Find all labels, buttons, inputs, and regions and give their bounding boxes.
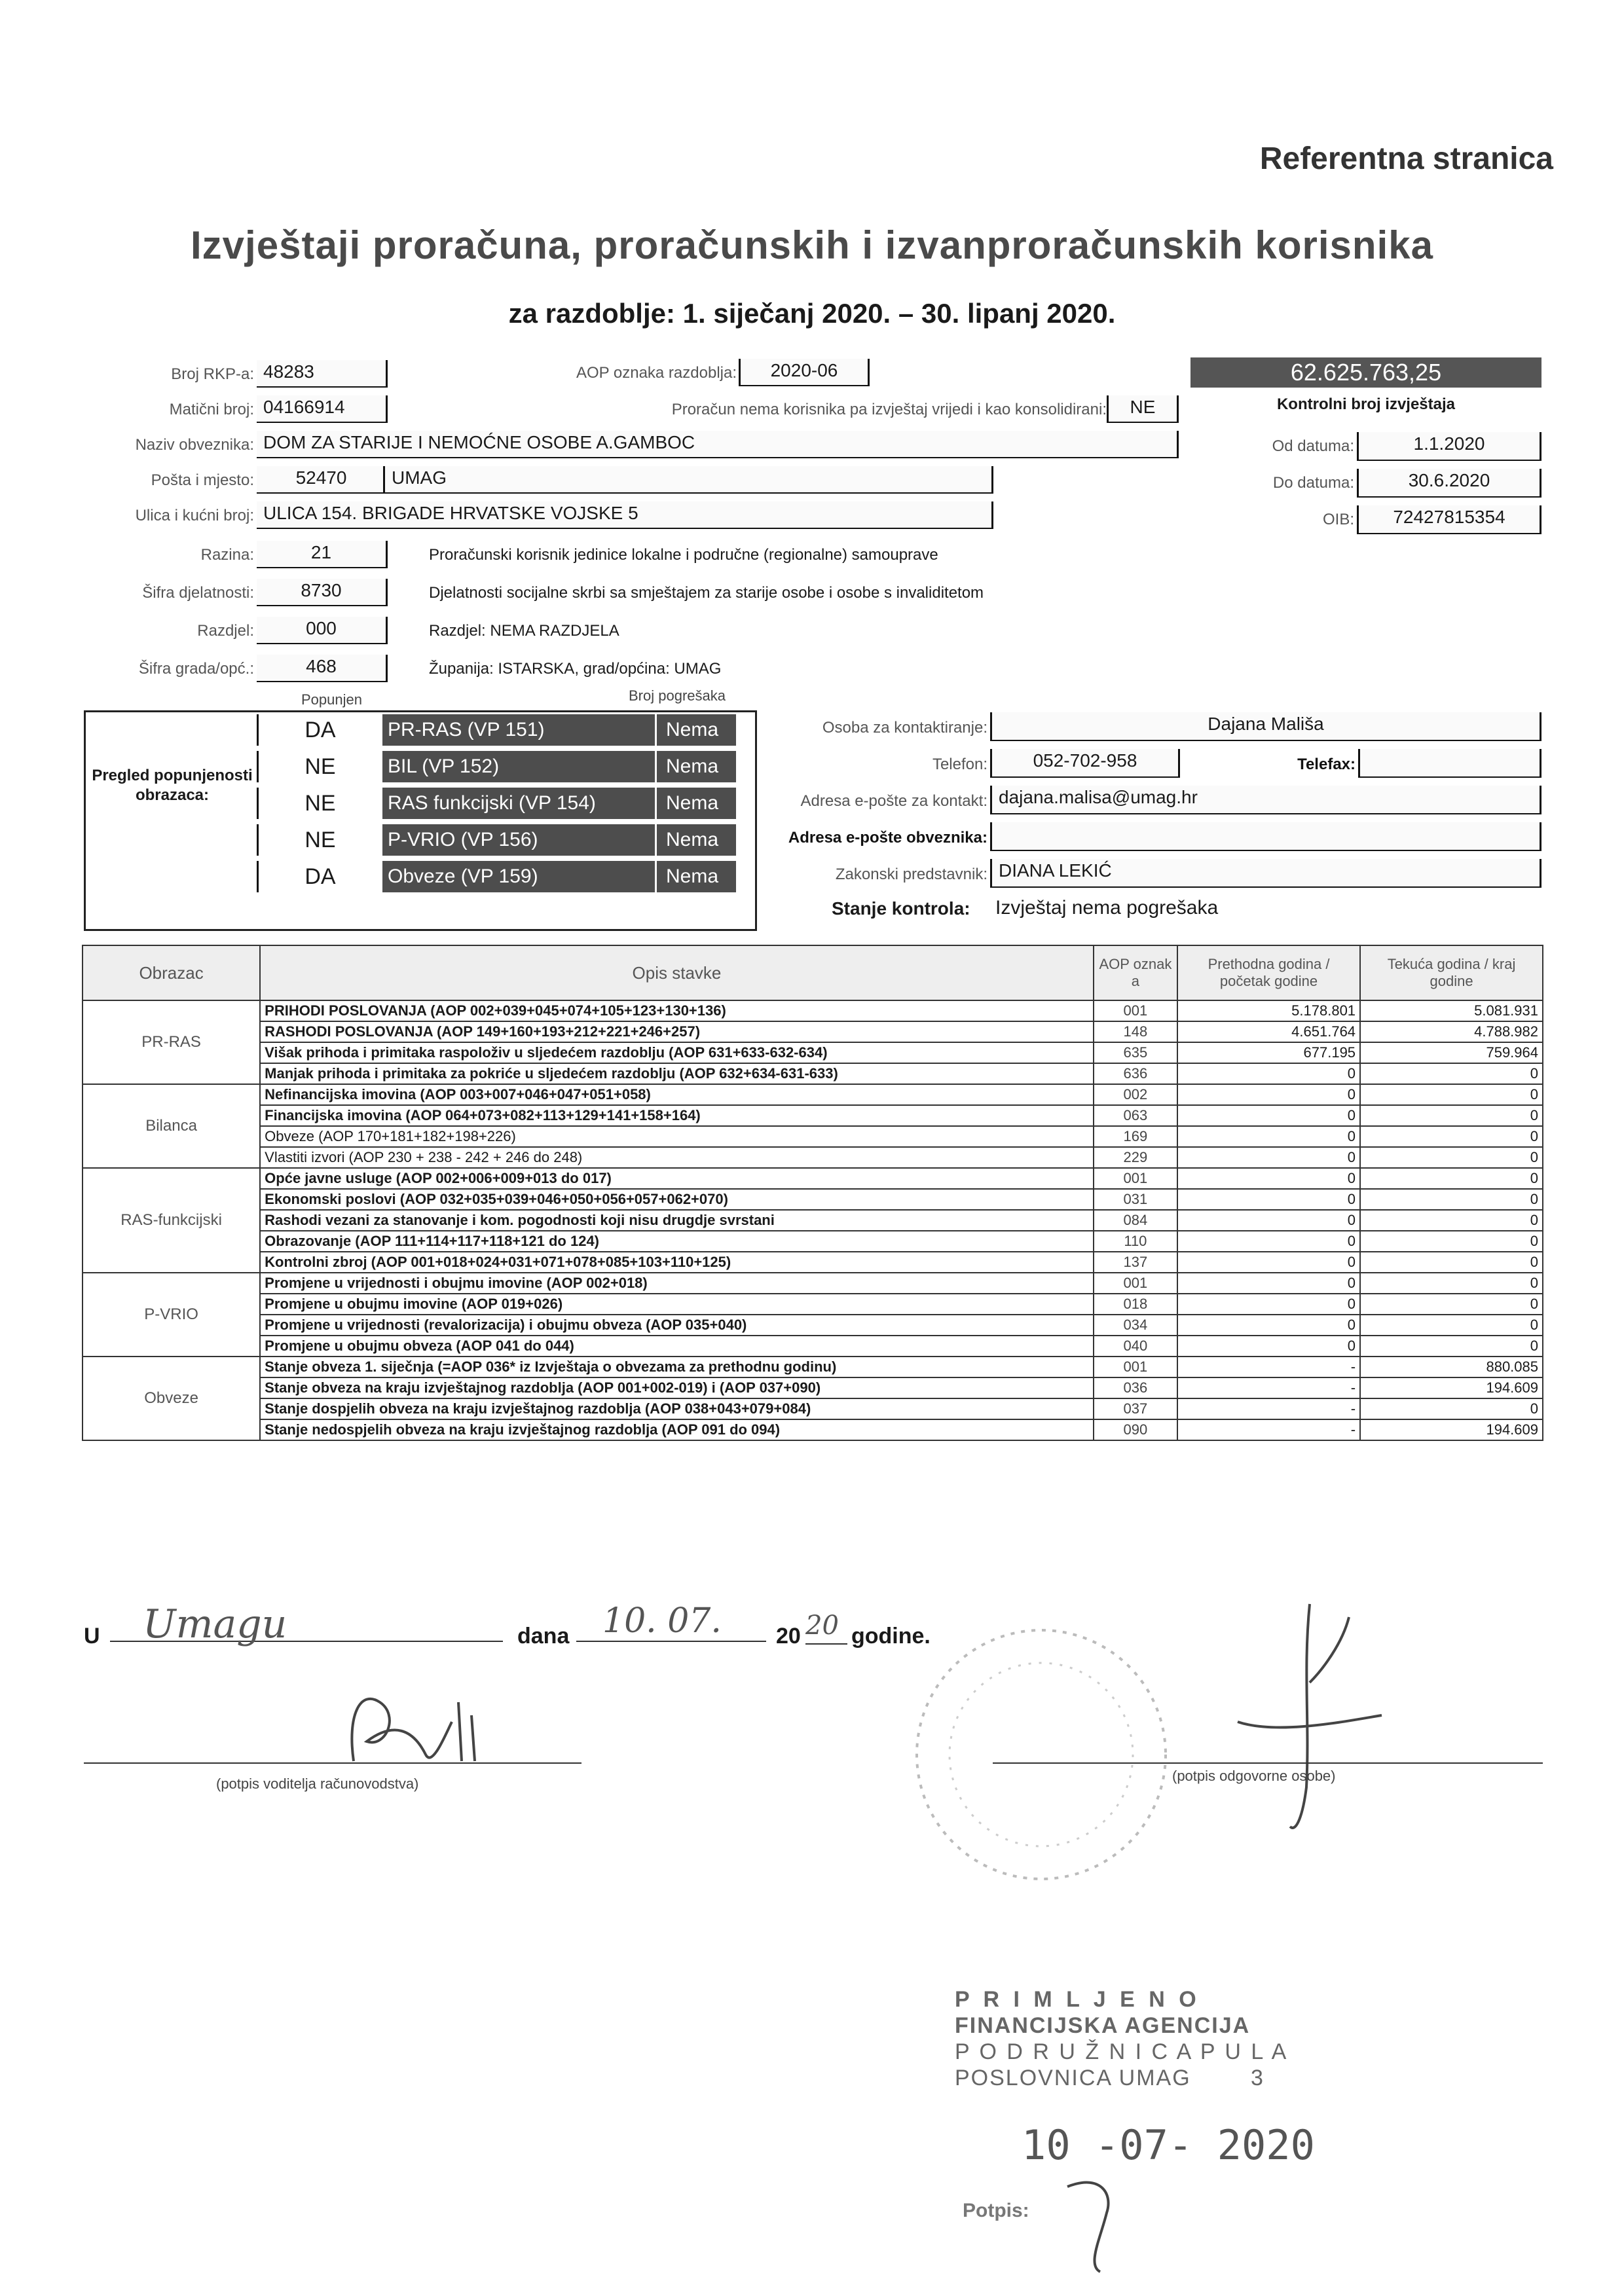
row-aop: 063 xyxy=(1094,1105,1177,1126)
header-obrazac: Obrazac xyxy=(83,945,260,1000)
razina-label: Razina: xyxy=(200,546,254,564)
row-desc: Ekonomski poslovi (AOP 032+035+039+046+050+056+057+062+070) xyxy=(260,1189,1094,1210)
row-prev: 0 xyxy=(1177,1294,1360,1315)
table-row xyxy=(83,1252,1543,1273)
row-prev: 0 xyxy=(1177,1273,1360,1294)
table-row xyxy=(83,1000,1543,1021)
row-prev: 0 xyxy=(1177,1189,1360,1210)
table-row xyxy=(83,1147,1543,1168)
row-aop: 001 xyxy=(1094,1273,1177,1294)
row-desc: Višak prihoda i primitaka raspoloživ u sljedećem razdoblju (AOP 631+633-632-634) xyxy=(260,1042,1094,1063)
table-row xyxy=(83,1398,1543,1419)
header-prethodna: Prethodna godina / početak godine xyxy=(1177,945,1360,1000)
oib-field[interactable]: 72427815354 xyxy=(1357,505,1541,534)
stamp-line-3: P O D R U Ž N I C A P U L A xyxy=(955,2039,1289,2064)
section-bilanca: Bilanca xyxy=(83,1084,260,1168)
header-tekuca: Tekuća godina / kraj godine xyxy=(1360,945,1543,1000)
row-desc: RASHODI POSLOVANJA (AOP 149+160+193+212+221+246+257) xyxy=(260,1021,1094,1042)
table-row xyxy=(83,1210,1543,1231)
reference-page-label: Referentna stranica xyxy=(1259,141,1553,176)
place-field[interactable] xyxy=(110,1601,503,1647)
row-desc: Obveze (AOP 170+181+182+198+226) xyxy=(260,1126,1094,1147)
row-aop: 036 xyxy=(1094,1377,1177,1398)
stanje-kontrola-label: Stanje kontrola: xyxy=(832,898,970,919)
ulica-label: Ulica i kućni broj: xyxy=(135,507,254,524)
row-curr: 0 xyxy=(1360,1210,1543,1231)
row-curr: 0 xyxy=(1360,1126,1543,1147)
row-desc: Promjene u obujmu imovine (AOP 019+026) xyxy=(260,1294,1094,1315)
sifra-grada-field[interactable]: 468 xyxy=(257,655,388,682)
form-name: BIL (VP 152) xyxy=(388,756,500,777)
dana-label: dana xyxy=(517,1624,570,1649)
accountant-signature-caption: (potpis voditelja računovodstva) xyxy=(216,1776,419,1792)
data-table xyxy=(82,945,1543,1441)
ulica-field[interactable]: ULICA 154. BRIGADE HRVATSKE VOJSKE 5 xyxy=(257,501,993,529)
row-curr: 0 xyxy=(1360,1273,1543,1294)
round-seal xyxy=(904,1617,1179,1892)
row-aop: 635 xyxy=(1094,1042,1177,1063)
year-handwritten: 20 xyxy=(805,1611,839,1641)
mjesto-field[interactable]: UMAG xyxy=(383,466,993,494)
row-prev: - xyxy=(1177,1419,1360,1440)
pregled-popunjenosti-label: Pregled popunjenosti obrazaca: xyxy=(92,767,253,804)
table-row xyxy=(83,1021,1543,1042)
naziv-obveznika-field[interactable]: DOM ZA STARIJE I NEMOĆNE OSOBE A.GAMBOC xyxy=(257,431,1179,458)
row-prev: 0 xyxy=(1177,1063,1360,1084)
row-aop: 040 xyxy=(1094,1336,1177,1357)
form-name: P-VRIO (VP 156) xyxy=(388,829,538,850)
row-aop: 137 xyxy=(1094,1252,1177,1273)
stanje-kontrola-value: Izvještaj nema pogrešaka xyxy=(995,897,1219,919)
row-desc: PRIHODI POSLOVANJA (AOP 002+039+045+074+105+123+130+136) xyxy=(260,1000,1094,1021)
row-curr: 0 xyxy=(1360,1398,1543,1419)
broj-pogresaka-header: Broj pogrešaka xyxy=(629,687,726,704)
table-row xyxy=(83,1168,1543,1189)
razina-description: Proračunski korisnik jedinice lokalne i područne (regionalne) samouprave xyxy=(429,546,938,564)
form-row-obveze[interactable] xyxy=(257,857,757,894)
row-aop: 001 xyxy=(1094,1168,1177,1189)
row-desc: Promjene u vrijednosti (revalorizacija) i obujmu obveza (AOP 035+040) xyxy=(260,1315,1094,1336)
form-status: NE xyxy=(257,751,382,782)
konsolidirani-label: Proračun nema korisnika pa izvještaj vrijedi i kao konsolidirani: xyxy=(671,401,1107,418)
report-title: Izvještaji proračuna, proračunskih i izvanproračunskih korisnika xyxy=(191,223,1433,267)
email-kontakt-field[interactable]: dajana.malisa@umag.hr xyxy=(990,786,1541,814)
row-curr: 0 xyxy=(1360,1294,1543,1315)
osoba-label: Osoba za kontaktiranje: xyxy=(822,719,987,737)
row-aop: 110 xyxy=(1094,1231,1177,1252)
row-prev: 0 xyxy=(1177,1252,1360,1273)
row-curr: 0 xyxy=(1360,1084,1543,1105)
row-prev: 0 xyxy=(1177,1126,1360,1147)
row-curr: 0 xyxy=(1360,1315,1543,1336)
row-prev: 0 xyxy=(1177,1315,1360,1336)
row-prev: 0 xyxy=(1177,1210,1360,1231)
row-curr: 880.085 xyxy=(1360,1357,1543,1377)
row-aop: 229 xyxy=(1094,1147,1177,1168)
table-row xyxy=(83,1231,1543,1252)
stamp-signature xyxy=(1061,2174,1153,2278)
form-name-cell xyxy=(382,751,736,782)
row-curr: 0 xyxy=(1360,1252,1543,1273)
table-row xyxy=(83,1042,1543,1063)
row-curr: 0 xyxy=(1360,1336,1543,1357)
row-prev: 0 xyxy=(1177,1084,1360,1105)
table-row xyxy=(83,1294,1543,1315)
email-obveznika-label: Adresa e-pošte obveznika: xyxy=(788,829,987,847)
osoba-field[interactable]: Dajana Mališa xyxy=(990,712,1541,741)
razina-field[interactable]: 21 xyxy=(257,541,388,568)
row-desc: Stanje obveza na kraju izvještajnog razdoblja (AOP 001+002-019) i (AOP 037+090) xyxy=(260,1377,1094,1398)
row-aop: 037 xyxy=(1094,1398,1177,1419)
header-aop: AOP oznak a xyxy=(1094,945,1177,1000)
row-desc: Stanje dospjelih obveza na kraju izvještajnog razdoblja (AOP 038+043+079+084) xyxy=(260,1398,1094,1419)
sifra-djelatnosti-field[interactable]: 8730 xyxy=(257,579,388,606)
broj-rkp-label: Broj RKP-a: xyxy=(171,365,254,383)
table-row xyxy=(83,1105,1543,1126)
section-obveze: Obveze xyxy=(83,1357,260,1440)
row-aop: 002 xyxy=(1094,1084,1177,1105)
row-curr: 0 xyxy=(1360,1063,1543,1084)
djelatnost-description: Djelatnosti socijalne skrbi sa smještajem za starije osobe i osobe s invaliditetom xyxy=(429,584,984,602)
row-aop: 001 xyxy=(1094,1000,1177,1021)
table-row xyxy=(83,1126,1543,1147)
responsible-person-signature xyxy=(1211,1591,1408,1840)
table-row xyxy=(83,1357,1543,1377)
form-errors: Nema xyxy=(655,788,736,819)
stamp-line-4-number: 3 xyxy=(1251,2066,1267,2090)
form-name-cell xyxy=(382,788,736,819)
form-name: Obveze (VP 159) xyxy=(388,866,538,887)
row-desc: Vlastiti izvori (AOP 230 + 238 - 242 + 246 do 248) xyxy=(260,1147,1094,1168)
row-prev: 5.178.801 xyxy=(1177,1000,1360,1021)
oib-label: OIB: xyxy=(1322,511,1354,528)
row-desc: Kontrolni zbroj (AOP 001+018+024+031+071+078+085+103+110+125) xyxy=(260,1252,1094,1273)
row-aop: 169 xyxy=(1094,1126,1177,1147)
form-status: NE xyxy=(257,788,382,819)
kontrolni-broj-value: 62.625.763,25 xyxy=(1190,357,1541,388)
form-row-ras-funkcijski[interactable] xyxy=(257,784,757,820)
row-aop: 148 xyxy=(1094,1021,1177,1042)
row-aop: 031 xyxy=(1094,1189,1177,1210)
telefon-label: Telefon: xyxy=(932,756,987,773)
row-aop: 018 xyxy=(1094,1294,1177,1315)
row-curr: 0 xyxy=(1360,1168,1543,1189)
razdjel-label: Razdjel: xyxy=(197,622,254,640)
row-prev: 0 xyxy=(1177,1231,1360,1252)
row-curr: 194.609 xyxy=(1360,1377,1543,1398)
place-handwritten: Umagu xyxy=(143,1601,287,1647)
row-curr: 0 xyxy=(1360,1231,1543,1252)
row-curr: 759.964 xyxy=(1360,1042,1543,1063)
stamp-line-1: P R I M L J E N O xyxy=(955,1987,1200,2012)
row-curr: 0 xyxy=(1360,1105,1543,1126)
row-curr: 4.788.982 xyxy=(1360,1021,1543,1042)
telefax-field[interactable] xyxy=(1358,749,1541,778)
form-name: PR-RAS (VP 151) xyxy=(388,719,545,740)
form-name: RAS funkcijski (VP 154) xyxy=(388,792,596,814)
table-row xyxy=(83,1063,1543,1084)
section-pr-ras: PR-RAS xyxy=(83,1000,260,1084)
email-obveznika-field[interactable] xyxy=(990,822,1541,851)
table-header-row xyxy=(83,945,1543,1000)
row-prev: 4.651.764 xyxy=(1177,1021,1360,1042)
row-prev: 677.195 xyxy=(1177,1042,1360,1063)
row-aop: 084 xyxy=(1094,1210,1177,1231)
row-aop: 001 xyxy=(1094,1357,1177,1377)
date-field[interactable] xyxy=(576,1601,766,1642)
row-desc: Manjak prihoda i primitaka za pokriće u sljedećem razdoblju (AOP 632+634-631-633) xyxy=(260,1063,1094,1084)
report-period: za razdoblje: 1. siječanj 2020. – 30. lipanj 2020. xyxy=(508,298,1116,329)
form-row-pr-ras[interactable] xyxy=(257,710,757,747)
year-prefix: 20 xyxy=(776,1624,801,1649)
header-opis: Opis stavke xyxy=(260,945,1094,1000)
form-errors: Nema xyxy=(655,714,736,746)
zakonski-field[interactable]: DIANA LEKIĆ xyxy=(990,859,1541,888)
table-row xyxy=(83,1084,1543,1105)
form-status: DA xyxy=(257,714,382,746)
date-handwritten: 10. 07. xyxy=(602,1601,722,1641)
row-desc: Opće javne usluge (AOP 002+006+009+013 do 017) xyxy=(260,1168,1094,1189)
zakonski-label: Zakonski predstavnik: xyxy=(835,866,987,883)
do-datuma-field[interactable]: 30.6.2020 xyxy=(1357,469,1541,498)
razdjel-field[interactable]: 000 xyxy=(257,617,388,644)
do-datuma-label: Do datuma: xyxy=(1272,474,1354,492)
row-aop: 090 xyxy=(1094,1419,1177,1440)
form-status: NE xyxy=(257,824,382,856)
row-desc: Stanje nedospjelih obveza na kraju izvještajnog razdoblja (AOP 091 do 094) xyxy=(260,1419,1094,1440)
row-curr: 5.081.931 xyxy=(1360,1000,1543,1021)
stamp-line-2: FINANCIJSKA AGENCIJA xyxy=(955,2013,1251,2038)
form-errors: Nema xyxy=(655,751,736,782)
row-prev: 0 xyxy=(1177,1168,1360,1189)
posta-field[interactable]: 52470 xyxy=(257,466,388,494)
od-datuma-label: Od datuma: xyxy=(1272,437,1354,455)
telefax-label: Telefax: xyxy=(1297,756,1356,773)
table-row xyxy=(83,1377,1543,1398)
aop-razdoblja-field[interactable]: 2020-06 xyxy=(739,359,870,386)
popunjen-header: Popunjen xyxy=(301,691,362,708)
maticni-broj-label: Matični broj: xyxy=(169,401,254,418)
aop-razdoblja-label: AOP oznaka razdoblja: xyxy=(576,364,737,382)
u-label: U xyxy=(84,1624,100,1649)
year-field[interactable] xyxy=(805,1611,847,1645)
naziv-obveznika-label: Naziv obveznika: xyxy=(135,436,254,454)
form-name-cell xyxy=(382,824,736,856)
row-prev: - xyxy=(1177,1377,1360,1398)
row-prev: 0 xyxy=(1177,1105,1360,1126)
row-desc: Promjene u vrijednosti i obujmu imovine (AOP 002+018) xyxy=(260,1273,1094,1294)
row-prev: 0 xyxy=(1177,1336,1360,1357)
row-desc: Financijska imovina (AOP 064+073+082+113+129+141+158+164) xyxy=(260,1105,1094,1126)
telefon-field[interactable]: 052-702-958 xyxy=(990,749,1180,778)
table-row xyxy=(83,1273,1543,1294)
accountant-signature xyxy=(341,1676,498,1774)
broj-rkp-field[interactable]: 48283 xyxy=(257,360,388,388)
row-desc: Promjene u obujmu obveza (AOP 041 do 044) xyxy=(260,1336,1094,1357)
form-row-p-vrio[interactable] xyxy=(257,820,757,857)
row-curr: 0 xyxy=(1360,1189,1543,1210)
row-desc: Stanje obveza 1. siječnja (=AOP 036* iz Izvještaja o obvezama za prethodnu godinu) xyxy=(260,1357,1094,1377)
table-row xyxy=(83,1419,1543,1440)
form-row-bil[interactable] xyxy=(257,747,757,784)
sifra-djelatnosti-label: Šifra djelatnosti: xyxy=(142,584,254,602)
table-row xyxy=(83,1189,1543,1210)
kontrolni-broj-label: Kontrolni broj izvještaja xyxy=(1276,395,1456,413)
razdjel-description: Razdjel: NEMA RAZDJELA xyxy=(429,622,619,640)
maticni-broj-field[interactable]: 04166914 xyxy=(257,395,388,423)
row-desc: Nefinancijska imovina (AOP 003+007+046+047+051+058) xyxy=(260,1084,1094,1105)
section-p-vrio: P-VRIO xyxy=(83,1273,260,1357)
form-name-cell xyxy=(382,861,736,892)
form-errors: Nema xyxy=(655,824,736,856)
form-name-cell xyxy=(382,714,736,746)
row-aop: 034 xyxy=(1094,1315,1177,1336)
section-ras-funkcijski: RAS-funkcijski xyxy=(83,1168,260,1273)
form-errors: Nema xyxy=(655,861,736,892)
stamp-date: 10 -07- 2020 xyxy=(1022,2121,1315,2169)
stamp-line-4: POSLOVNICA UMAG xyxy=(955,2066,1191,2090)
row-prev: - xyxy=(1177,1398,1360,1419)
godine-label: godine. xyxy=(851,1624,931,1649)
table-row xyxy=(83,1336,1543,1357)
form-status: DA xyxy=(257,861,382,892)
responsible-signature-caption: (potpis odgovorne osobe) xyxy=(1172,1768,1336,1784)
row-prev: - xyxy=(1177,1357,1360,1377)
accountant-signature-line xyxy=(84,1762,581,1764)
row-curr: 0 xyxy=(1360,1147,1543,1168)
sifra-grada-label: Šifra grada/opć.: xyxy=(138,660,254,678)
row-curr: 194.609 xyxy=(1360,1419,1543,1440)
konsolidirani-field[interactable]: NE xyxy=(1107,395,1179,423)
posta-label: Pošta i mjesto: xyxy=(151,471,254,489)
row-prev: 0 xyxy=(1177,1147,1360,1168)
stamp-potpis-label: Potpis: xyxy=(963,2200,1029,2221)
od-datuma-field[interactable]: 1.1.2020 xyxy=(1357,432,1541,461)
table-row xyxy=(83,1315,1543,1336)
email-kontakt-label: Adresa e-pošte za kontakt: xyxy=(800,792,987,810)
row-aop: 636 xyxy=(1094,1063,1177,1084)
row-desc: Rashodi vezani za stanovanje i kom. pogodnosti koji nisu drugdje svrstani xyxy=(260,1210,1094,1231)
row-desc: Obrazovanje (AOP 111+114+117+118+121 do 124) xyxy=(260,1231,1094,1252)
zupanija-description: Županija: ISTARSKA, grad/općina: UMAG xyxy=(429,660,722,678)
